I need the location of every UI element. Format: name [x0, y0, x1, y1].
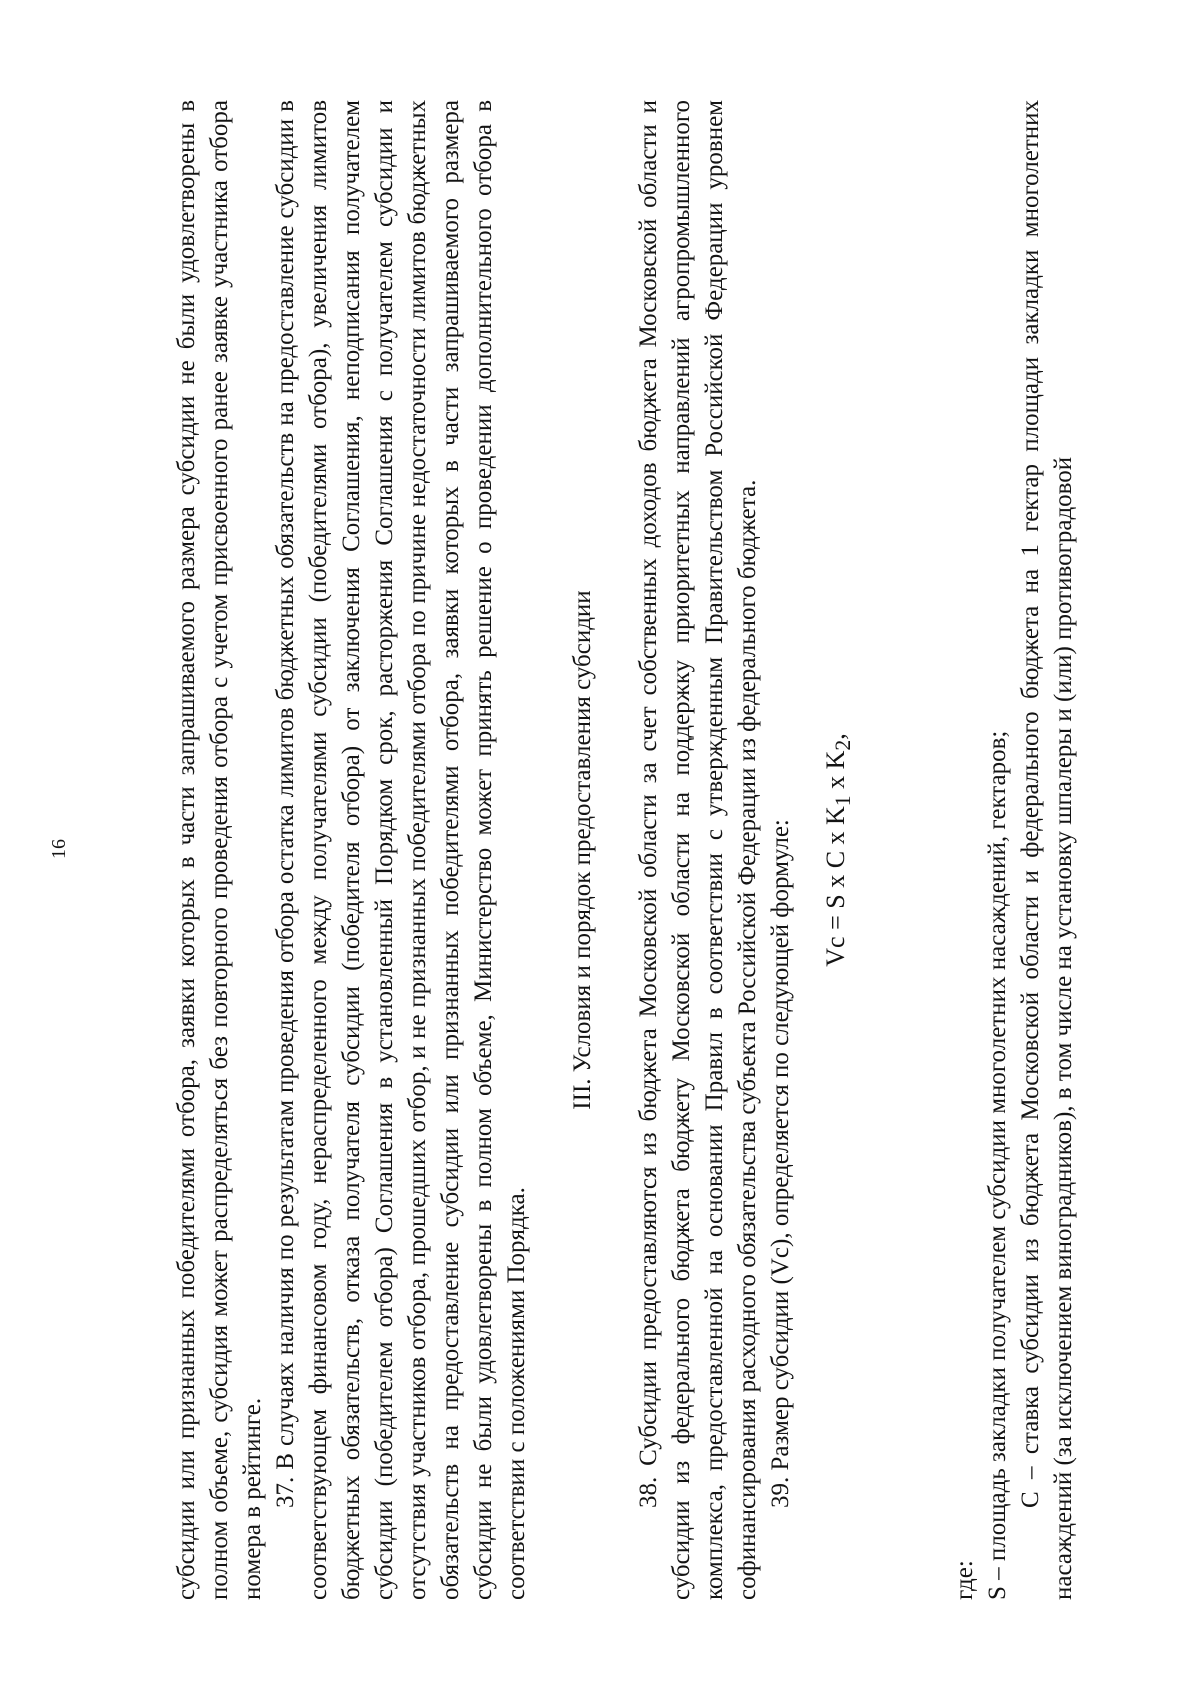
formula-main: Vс = S x C x K: [821, 806, 850, 967]
formula: [819, 100, 860, 1600]
rotated-page-content: [170, 100, 1080, 1600]
paragraph-39: 39. Размер субсидии (Vс), определяется по следующей формуле:: [767, 819, 794, 1508]
paragraph-37: 37. В случаях наличия по результатам проведения отбора остатка лимитов бюджетных обязательств на предоставление субсидии в соответствующем финансовом году, нераспределенного между получателями субсидии (победителями отбора), увеличения лимитов бюджетных обязательств, отказа получателя субсидии (победителя отбора) от заключения Соглашения, неподписания получателем субсидии (победителем отбора) Соглашения в установленный Порядком срок, расторжения Соглашения с получателем субсидии и отсутствия участников отбора, прошедших отбор, и не признанных победителями отбора по причине недостаточности лимитов бюджетных обязательств на предоставление субсидии или признанных победителями отбора, заявки которых в части запрашиваемого размера субсидии не были удовлетворены в полном объеме, Министерство может принять решение о проведении дополнительного отбора в соответствии с положениями Порядка.: [272, 100, 530, 1600]
definition-c: C – ставка субсидии из бюджета Московской области и федерального бюджета на 1 гектар площади закладки многолетних насаждений (за исключением виноградников), в том числе на установку шпалеры и (или) противоградовой: [1017, 100, 1078, 1600]
formula-subscript-2: 2: [831, 739, 856, 751]
page-number: 16: [48, 839, 70, 859]
section-heading: III. Условия и порядок предоставления субсидии: [569, 590, 596, 1110]
formula-mid: x K: [821, 750, 850, 796]
where-label: где:: [951, 1560, 979, 1600]
definition-s: S – площадь закладки получателем субсидии многолетних насаждений, гектаров;: [984, 730, 1012, 1600]
formula-subscript-1: 1: [831, 795, 856, 807]
paragraph-38: 38. Субсидии предоставляются из бюджета Московской области за счет собственных доходов бюджета Московской области и субсидии из федерального бюджета бюджету Московской области на поддержку приоритетных направлений агропромышленного комплекса, предоставленной на основании Правил в соответствии с утвержденным Правительством Российской Федерации уровнем софинансирования расходного обязательства субъекта Российской Федерации из федерального бюджета.: [635, 100, 761, 1600]
paragraph-continuation: субсидии или признанных победителями отбора, заявки которых в части запрашиваемого размера субсидии не были удовлетворены в полном объеме, субсидия может распределяться без повторного проведения отбора с учетом присвоенного ранее заявке участника отбора номера в рейтинге.: [173, 100, 266, 1600]
formula-end: ,: [821, 733, 850, 740]
